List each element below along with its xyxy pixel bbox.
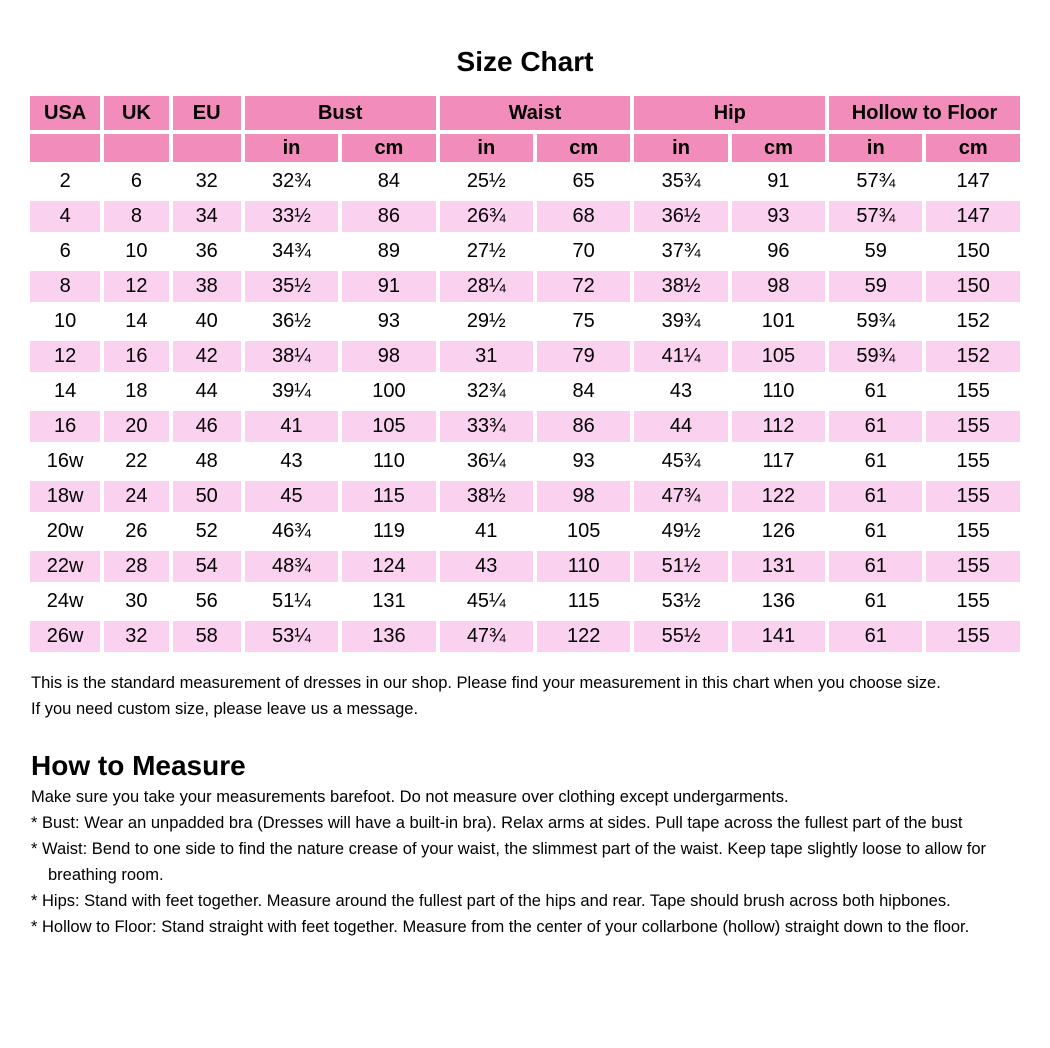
- column-header-usa: USA: [30, 96, 100, 130]
- table-cell: 39¾: [634, 306, 727, 337]
- table-cell: 53½: [634, 586, 727, 617]
- table-cell: 84: [537, 376, 630, 407]
- table-row: [30, 411, 1020, 442]
- table-cell: 49½: [634, 516, 727, 547]
- table-cell: 34: [173, 201, 241, 232]
- unit-header-hip-in: in: [634, 134, 727, 162]
- table-cell: 46¾: [245, 516, 338, 547]
- table-cell: 10: [104, 236, 168, 267]
- table-cell: 61: [829, 446, 922, 477]
- table-cell: 101: [732, 306, 825, 337]
- table-cell: 150: [926, 236, 1020, 267]
- table-cell: 16: [30, 411, 100, 442]
- table-cell: 61: [829, 481, 922, 512]
- table-cell: 89: [342, 236, 435, 267]
- unit-header-hollow-cm: cm: [926, 134, 1020, 162]
- table-cell: 105: [732, 341, 825, 372]
- table-cell: 110: [732, 376, 825, 407]
- table-cell: 38¼: [245, 341, 338, 372]
- table-cell: 124: [342, 551, 435, 582]
- table-cell: 44: [173, 376, 241, 407]
- table-cell: 61: [829, 621, 922, 652]
- table-cell: 54: [173, 551, 241, 582]
- table-row: [30, 236, 1020, 267]
- table-cell: 96: [732, 236, 825, 267]
- table-row: [30, 306, 1020, 337]
- table-cell: 110: [537, 551, 630, 582]
- measure-item-hollow-to-floor: * Hollow to Floor: Stand straight with feet together. Measure from the center of your collarbone (hollow) straight down to the floor.: [31, 918, 970, 936]
- page-title: Size Chart: [456, 46, 594, 77]
- column-header-waist: Waist: [440, 96, 631, 130]
- table-cell: 26: [104, 516, 168, 547]
- size-note-line-1: This is the standard measurement of dresses in our shop. Please find your measurement in this chart when you choose size.: [31, 674, 941, 692]
- table-cell: 61: [829, 586, 922, 617]
- table-cell: 33¾: [440, 411, 533, 442]
- table-cell: 115: [537, 586, 630, 617]
- table-cell: 155: [926, 621, 1020, 652]
- table-cell: 38: [173, 271, 241, 302]
- table-row: [30, 341, 1020, 372]
- table-cell: 155: [926, 446, 1020, 477]
- table-cell: 61: [829, 551, 922, 582]
- table-cell: 26w: [30, 621, 100, 652]
- table-cell: 93: [732, 201, 825, 232]
- table-cell: 59¾: [829, 306, 922, 337]
- table-cell: 27½: [440, 236, 533, 267]
- unit-header-bust-in: in: [245, 134, 338, 162]
- column-header-uk: UK: [104, 96, 168, 130]
- table-cell: 36½: [245, 306, 338, 337]
- table-header-row: [30, 96, 1020, 130]
- table-cell: 98: [342, 341, 435, 372]
- table-cell: 105: [537, 516, 630, 547]
- table-cell: 35¾: [634, 166, 727, 197]
- table-cell: 41¼: [634, 341, 727, 372]
- table-cell: 51¼: [245, 586, 338, 617]
- table-cell: 24w: [30, 586, 100, 617]
- table-cell: 91: [342, 271, 435, 302]
- table-cell: 22: [104, 446, 168, 477]
- table-cell: 39¼: [245, 376, 338, 407]
- table-cell: 57¾: [829, 201, 922, 232]
- table-cell: 155: [926, 586, 1020, 617]
- table-cell: 59: [829, 236, 922, 267]
- table-row: [30, 271, 1020, 302]
- table-cell: 47¾: [634, 481, 727, 512]
- table-cell: 98: [732, 271, 825, 302]
- empty-header-cell: [104, 134, 168, 162]
- table-cell: 43: [245, 446, 338, 477]
- table-cell: 38½: [440, 481, 533, 512]
- table-cell: 155: [926, 551, 1020, 582]
- size-note-line-2: If you need custom size, please leave us a message.: [31, 700, 419, 718]
- table-cell: 38½: [634, 271, 727, 302]
- table-cell: 33½: [245, 201, 338, 232]
- table-cell: 91: [732, 166, 825, 197]
- table-cell: 68: [537, 201, 630, 232]
- measure-item-waist: * Waist: Bend to one side to find the nature crease of your waist, the slimmest part of the waist. Keep tape slightly loose to allow for breathing room.: [31, 840, 987, 884]
- table-cell: 29½: [440, 306, 533, 337]
- table-cell: 46: [173, 411, 241, 442]
- table-cell: 20: [104, 411, 168, 442]
- table-cell: 57¾: [829, 166, 922, 197]
- table-cell: 141: [732, 621, 825, 652]
- table-cell: 45: [245, 481, 338, 512]
- table-cell: 110: [342, 446, 435, 477]
- table-row: [30, 201, 1020, 232]
- column-header-hollow-to-floor: Hollow to Floor: [829, 96, 1020, 130]
- table-cell: 70: [537, 236, 630, 267]
- table-cell: 14: [104, 306, 168, 337]
- table-cell: 117: [732, 446, 825, 477]
- table-cell: 93: [537, 446, 630, 477]
- table-cell: 22w: [30, 551, 100, 582]
- table-cell: 152: [926, 306, 1020, 337]
- table-row: [30, 166, 1020, 197]
- table-cell: 79: [537, 341, 630, 372]
- table-cell: 105: [342, 411, 435, 442]
- table-cell: 61: [829, 376, 922, 407]
- table-cell: 52: [173, 516, 241, 547]
- table-cell: 86: [537, 411, 630, 442]
- table-row: [30, 586, 1020, 617]
- table-cell: 56: [173, 586, 241, 617]
- table-row: [30, 481, 1020, 512]
- size-table-body: [30, 166, 1020, 652]
- table-cell: 147: [926, 166, 1020, 197]
- table-cell: 28¼: [440, 271, 533, 302]
- table-cell: 32¾: [245, 166, 338, 197]
- unit-header-waist-in: in: [440, 134, 533, 162]
- table-row: [30, 621, 1020, 652]
- table-cell: 61: [829, 411, 922, 442]
- table-cell: 30: [104, 586, 168, 617]
- table-cell: 59¾: [829, 341, 922, 372]
- table-cell: 20w: [30, 516, 100, 547]
- measure-intro: Make sure you take your measurements barefoot. Do not measure over clothing except undergarments.: [31, 788, 789, 806]
- table-cell: 119: [342, 516, 435, 547]
- table-cell: 98: [537, 481, 630, 512]
- table-cell: 65: [537, 166, 630, 197]
- table-cell: 47¾: [440, 621, 533, 652]
- table-cell: 155: [926, 411, 1020, 442]
- table-cell: 86: [342, 201, 435, 232]
- size-chart-table: [26, 92, 1024, 656]
- unit-header-bust-cm: cm: [342, 134, 435, 162]
- table-cell: 100: [342, 376, 435, 407]
- table-cell: 2: [30, 166, 100, 197]
- how-to-measure-heading: How to Measure: [31, 750, 246, 781]
- table-cell: 8: [30, 271, 100, 302]
- table-cell: 93: [342, 306, 435, 337]
- measure-item-bust: * Bust: Wear an unpadded bra (Dresses will have a built-in bra). Relax arms at sides. Pull tape across the fullest part of the bust: [31, 814, 963, 832]
- table-cell: 41: [245, 411, 338, 442]
- table-cell: 55½: [634, 621, 727, 652]
- table-cell: 41: [440, 516, 533, 547]
- table-cell: 32: [173, 166, 241, 197]
- table-cell: 25½: [440, 166, 533, 197]
- table-cell: 4: [30, 201, 100, 232]
- table-cell: 147: [926, 201, 1020, 232]
- table-cell: 16w: [30, 446, 100, 477]
- table-row: [30, 516, 1020, 547]
- measure-item-hips: * Hips: Stand with feet together. Measure around the fullest part of the hips and rear. Tape should brush across both hipbones.: [31, 892, 951, 910]
- table-cell: 6: [104, 166, 168, 197]
- table-cell: 26¾: [440, 201, 533, 232]
- unit-header-hollow-in: in: [829, 134, 922, 162]
- table-cell: 18: [104, 376, 168, 407]
- table-cell: 36¼: [440, 446, 533, 477]
- column-header-hip: Hip: [634, 96, 825, 130]
- table-cell: 48¾: [245, 551, 338, 582]
- table-cell: 36: [173, 236, 241, 267]
- table-cell: 36½: [634, 201, 727, 232]
- table-cell: 42: [173, 341, 241, 372]
- table-cell: 14: [30, 376, 100, 407]
- table-cell: 10: [30, 306, 100, 337]
- unit-header-hip-cm: cm: [732, 134, 825, 162]
- how-to-measure-section: [31, 784, 1016, 940]
- table-cell: 51½: [634, 551, 727, 582]
- table-cell: 6: [30, 236, 100, 267]
- table-cell: 84: [342, 166, 435, 197]
- table-cell: 115: [342, 481, 435, 512]
- table-cell: 155: [926, 481, 1020, 512]
- empty-header-cell: [30, 134, 100, 162]
- table-cell: 53¼: [245, 621, 338, 652]
- table-cell: 72: [537, 271, 630, 302]
- table-cell: 131: [342, 586, 435, 617]
- table-cell: 152: [926, 341, 1020, 372]
- table-unit-row: [30, 134, 1020, 162]
- table-cell: 131: [732, 551, 825, 582]
- table-cell: 12: [104, 271, 168, 302]
- table-cell: 59: [829, 271, 922, 302]
- unit-header-waist-cm: cm: [537, 134, 630, 162]
- table-cell: 48: [173, 446, 241, 477]
- table-cell: 12: [30, 341, 100, 372]
- table-cell: 150: [926, 271, 1020, 302]
- table-row: [30, 446, 1020, 477]
- table-cell: 44: [634, 411, 727, 442]
- table-cell: 35½: [245, 271, 338, 302]
- column-header-eu: EU: [173, 96, 241, 130]
- table-cell: 31: [440, 341, 533, 372]
- table-cell: 58: [173, 621, 241, 652]
- table-row: [30, 551, 1020, 582]
- table-cell: 32: [104, 621, 168, 652]
- table-cell: 40: [173, 306, 241, 337]
- table-cell: 28: [104, 551, 168, 582]
- table-cell: 155: [926, 376, 1020, 407]
- table-cell: 16: [104, 341, 168, 372]
- table-cell: 75: [537, 306, 630, 337]
- table-cell: 24: [104, 481, 168, 512]
- table-cell: 136: [732, 586, 825, 617]
- table-row: [30, 376, 1020, 407]
- table-cell: 155: [926, 516, 1020, 547]
- empty-header-cell: [173, 134, 241, 162]
- table-cell: 34¾: [245, 236, 338, 267]
- table-cell: 43: [440, 551, 533, 582]
- table-cell: 122: [537, 621, 630, 652]
- size-note: [31, 670, 1022, 722]
- table-cell: 50: [173, 481, 241, 512]
- table-cell: 122: [732, 481, 825, 512]
- table-cell: 32¾: [440, 376, 533, 407]
- table-cell: 8: [104, 201, 168, 232]
- table-cell: 136: [342, 621, 435, 652]
- table-cell: 112: [732, 411, 825, 442]
- table-cell: 43: [634, 376, 727, 407]
- table-cell: 45¾: [634, 446, 727, 477]
- table-cell: 61: [829, 516, 922, 547]
- table-cell: 18w: [30, 481, 100, 512]
- table-cell: 45¼: [440, 586, 533, 617]
- column-header-bust: Bust: [245, 96, 436, 130]
- table-cell: 126: [732, 516, 825, 547]
- table-cell: 37¾: [634, 236, 727, 267]
